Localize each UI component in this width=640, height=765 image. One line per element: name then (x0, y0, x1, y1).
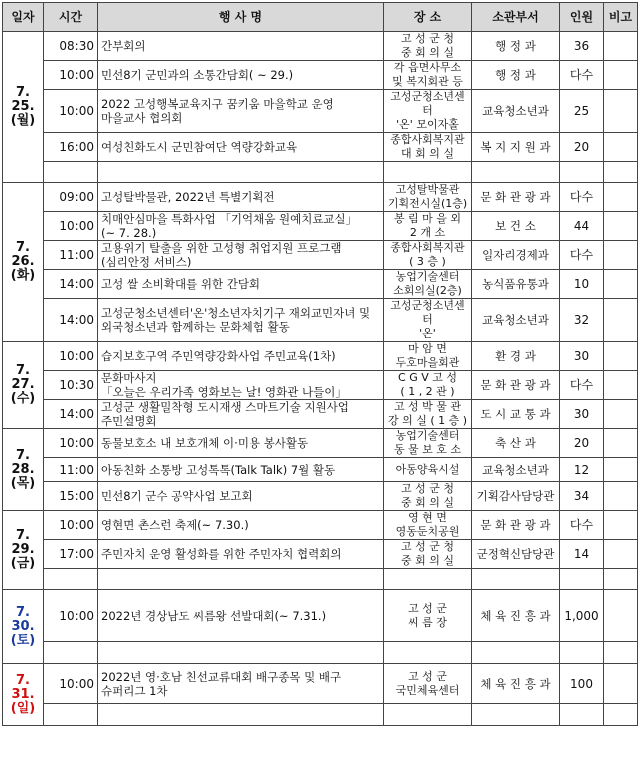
schedule-row (3, 371, 638, 400)
dept-cell: 군정혁신담당관 (472, 540, 560, 569)
event-title: 영현면 촌스런 축제(~ 7.30.) (98, 511, 384, 540)
event-title: 치매안심마을 특화사업 「기억채움 원예치료교실」 (~ 7. 28.) (98, 212, 384, 241)
event-title: 간부회의 (98, 32, 384, 61)
dept-cell: 복 지 지 원 과 (472, 133, 560, 162)
time-cell: 14:00 (44, 270, 98, 299)
schedule-row (3, 270, 638, 299)
count-cell: 20 (560, 429, 604, 458)
schedule-row (3, 664, 638, 704)
header-event: 행 사 명 (98, 3, 384, 32)
schedule-row (3, 241, 638, 270)
dept-cell: 체 육 진 흥 과 (472, 590, 560, 642)
schedule-row (3, 342, 638, 371)
schedule-row (3, 458, 638, 482)
note-cell (604, 61, 638, 90)
schedule-row (3, 61, 638, 90)
date-cell: 7. 25. (월) (3, 32, 44, 183)
place-cell: 마 암 면 두호마을회관 (384, 342, 472, 371)
dept-cell: 도 시 교 통 과 (472, 400, 560, 429)
empty-cell (472, 642, 560, 664)
schedule-row (3, 511, 638, 540)
time-cell: 14:00 (44, 400, 98, 429)
note-cell (604, 342, 638, 371)
schedule-body (3, 32, 638, 726)
place-cell: 영 현 면 영동둔치공원 (384, 511, 472, 540)
place-cell: 각 읍면사무소 및 복지회관 등 (384, 61, 472, 90)
note-cell (604, 590, 638, 642)
dept-cell: 보 건 소 (472, 212, 560, 241)
dept-cell: 행 정 과 (472, 32, 560, 61)
schedule-row (3, 590, 638, 642)
note-cell (604, 241, 638, 270)
dept-cell: 문 화 관 광 과 (472, 371, 560, 400)
header-note: 비고 (604, 3, 638, 32)
count-cell: 다수 (560, 241, 604, 270)
event-title: 고용위기 탈출을 위한 고성형 취업지원 프로그램 (심리안정 서비스) (98, 241, 384, 270)
count-cell: 25 (560, 90, 604, 133)
schedule-row (3, 32, 638, 61)
empty-cell (604, 162, 638, 183)
dept-cell: 축 산 과 (472, 429, 560, 458)
dept-cell: 환 경 과 (472, 342, 560, 371)
header-row (3, 3, 638, 32)
dept-cell: 교육청소년과 (472, 90, 560, 133)
dept-cell: 문 화 관 광 과 (472, 183, 560, 212)
event-title: 아동친화 소통방 고성톡톡(Talk Talk) 7월 활동 (98, 458, 384, 482)
schedule-row (3, 400, 638, 429)
note-cell (604, 299, 638, 342)
empty-cell (98, 642, 384, 664)
place-cell: 봉 림 마 을 외 2 개 소 (384, 212, 472, 241)
dept-cell: 교육청소년과 (472, 458, 560, 482)
count-cell: 다수 (560, 183, 604, 212)
schedule-row (3, 429, 638, 458)
empty-cell (472, 569, 560, 590)
empty-cell (44, 162, 98, 183)
place-cell: 고성탈박물관 기획전시실(1층) (384, 183, 472, 212)
count-cell: 14 (560, 540, 604, 569)
dept-cell: 교육청소년과 (472, 299, 560, 342)
note-cell (604, 400, 638, 429)
note-cell (604, 664, 638, 704)
empty-cell (98, 162, 384, 183)
schedule-table (2, 2, 638, 726)
empty-cell (384, 569, 472, 590)
empty-cell (44, 569, 98, 590)
note-cell (604, 183, 638, 212)
dept-cell: 기획감사담당관 (472, 482, 560, 511)
schedule-row (3, 299, 638, 342)
place-cell: 고 성 군 청 중 회 의 실 (384, 32, 472, 61)
empty-row (3, 704, 638, 726)
place-cell: 고성군청소년센터 '온' 모이자홀 (384, 90, 472, 133)
empty-row (3, 162, 638, 183)
schedule-row (3, 133, 638, 162)
header-date: 일자 (3, 3, 44, 32)
note-cell (604, 429, 638, 458)
dept-cell: 행 정 과 (472, 61, 560, 90)
empty-cell (384, 642, 472, 664)
note-cell (604, 482, 638, 511)
header-dept: 소관부서 (472, 3, 560, 32)
empty-cell (604, 569, 638, 590)
place-cell: 아동양육시설 (384, 458, 472, 482)
time-cell: 10:30 (44, 371, 98, 400)
empty-cell (604, 642, 638, 664)
time-cell: 10:00 (44, 61, 98, 90)
event-title: 고성군청소년센터'온'청소년자치기구 재외교민자녀 및 외국청소년과 함께하는 문화체험 활동 (98, 299, 384, 342)
time-cell: 10:00 (44, 664, 98, 704)
header-place: 장 소 (384, 3, 472, 32)
header-count: 인원 (560, 3, 604, 32)
place-cell: 종합사회복지관 ( 3 층 ) (384, 241, 472, 270)
empty-cell (98, 704, 384, 726)
date-cell: 7. 29. (금) (3, 511, 44, 590)
time-cell: 09:00 (44, 183, 98, 212)
date-cell: 7. 28. (목) (3, 429, 44, 511)
schedule-row (3, 212, 638, 241)
count-cell: 100 (560, 664, 604, 704)
empty-cell (472, 162, 560, 183)
event-title: 고성군 생활밀착형 도시재생 스마트기술 지원사업 주민설명회 (98, 400, 384, 429)
date-cell: 7. 26. (화) (3, 183, 44, 342)
schedule-row (3, 183, 638, 212)
place-cell: 농업기술센터 소회의실(2층) (384, 270, 472, 299)
note-cell (604, 32, 638, 61)
event-title: 동물보호소 내 보호개체 이·미용 봉사활동 (98, 429, 384, 458)
event-title: 고성탈박물관, 2022년 특별기획전 (98, 183, 384, 212)
event-title: 민선8기 군민과의 소통간담회( ~ 29.) (98, 61, 384, 90)
note-cell (604, 540, 638, 569)
empty-row (3, 569, 638, 590)
count-cell: 34 (560, 482, 604, 511)
empty-cell (384, 704, 472, 726)
event-title: 여성친화도시 군민참여단 역량강화교육 (98, 133, 384, 162)
count-cell: 다수 (560, 371, 604, 400)
count-cell: 20 (560, 133, 604, 162)
count-cell: 32 (560, 299, 604, 342)
time-cell: 08:30 (44, 32, 98, 61)
note-cell (604, 212, 638, 241)
schedule-row (3, 540, 638, 569)
time-cell: 10:00 (44, 90, 98, 133)
event-title: 습지보호구역 주민역량강화사업 주민교육(1차) (98, 342, 384, 371)
note-cell (604, 133, 638, 162)
place-cell: 고 성 박 물 관 강 의 실 ( 1 층 ) (384, 400, 472, 429)
place-cell: 고성군청소년센터 '온' (384, 299, 472, 342)
event-title: 2022 고성행복교육지구 꿈키움 마을학교 운영 마을교사 협의회 (98, 90, 384, 133)
empty-cell (560, 642, 604, 664)
count-cell: 다수 (560, 61, 604, 90)
empty-cell (560, 162, 604, 183)
dept-cell: 일자리경제과 (472, 241, 560, 270)
time-cell: 14:00 (44, 299, 98, 342)
schedule-row (3, 90, 638, 133)
time-cell: 15:00 (44, 482, 98, 511)
time-cell: 10:00 (44, 342, 98, 371)
place-cell: C G V 고 성 ( 1 , 2 관 ) (384, 371, 472, 400)
time-cell: 10:00 (44, 590, 98, 642)
event-title: 고성 쌀 소비확대를 위한 간담회 (98, 270, 384, 299)
count-cell: 12 (560, 458, 604, 482)
empty-cell (98, 569, 384, 590)
time-cell: 16:00 (44, 133, 98, 162)
count-cell: 44 (560, 212, 604, 241)
empty-cell (560, 569, 604, 590)
place-cell: 고 성 군 청 중 회 의 실 (384, 540, 472, 569)
header-time: 시간 (44, 3, 98, 32)
count-cell: 36 (560, 32, 604, 61)
dept-cell: 농식품유통과 (472, 270, 560, 299)
note-cell (604, 458, 638, 482)
event-title: 2022년 경상남도 씨름왕 선발대회(~ 7.31.) (98, 590, 384, 642)
dept-cell: 체 육 진 흥 과 (472, 664, 560, 704)
time-cell: 10:00 (44, 511, 98, 540)
time-cell: 17:00 (44, 540, 98, 569)
note-cell (604, 511, 638, 540)
empty-cell (560, 704, 604, 726)
place-cell: 고 성 군 청 중 회 의 실 (384, 482, 472, 511)
place-cell: 고 성 군 씨 름 장 (384, 590, 472, 642)
date-cell: 7. 27. (수) (3, 342, 44, 429)
time-cell: 11:00 (44, 458, 98, 482)
event-title: 주민자치 운영 활성화를 위한 주민자치 협력회의 (98, 540, 384, 569)
place-cell: 고 성 군 국민체육센터 (384, 664, 472, 704)
note-cell (604, 371, 638, 400)
count-cell: 30 (560, 400, 604, 429)
empty-row (3, 642, 638, 664)
event-title: 민선8기 군수 공약사업 보고회 (98, 482, 384, 511)
empty-cell (44, 642, 98, 664)
event-title: 문화마사지 「오늘은 우리가족 영화보는 날! 영화관 나들이」 (98, 371, 384, 400)
time-cell: 11:00 (44, 241, 98, 270)
empty-cell (44, 704, 98, 726)
date-cell: 7. 30. (토) (3, 590, 44, 664)
time-cell: 10:00 (44, 212, 98, 241)
place-cell: 종합사회복지관 대 회 의 실 (384, 133, 472, 162)
empty-cell (472, 704, 560, 726)
note-cell (604, 270, 638, 299)
count-cell: 다수 (560, 511, 604, 540)
empty-cell (384, 162, 472, 183)
event-title: 2022년 영·호남 친선교류대회 배구종목 및 배구 슈퍼리그 1차 (98, 664, 384, 704)
count-cell: 1,000 (560, 590, 604, 642)
place-cell: 농업기술센터 동 물 보 호 소 (384, 429, 472, 458)
note-cell (604, 90, 638, 133)
count-cell: 30 (560, 342, 604, 371)
empty-cell (604, 704, 638, 726)
time-cell: 10:00 (44, 429, 98, 458)
dept-cell: 문 화 관 광 과 (472, 511, 560, 540)
date-cell: 7. 31. (일) (3, 664, 44, 726)
schedule-row (3, 482, 638, 511)
count-cell: 10 (560, 270, 604, 299)
